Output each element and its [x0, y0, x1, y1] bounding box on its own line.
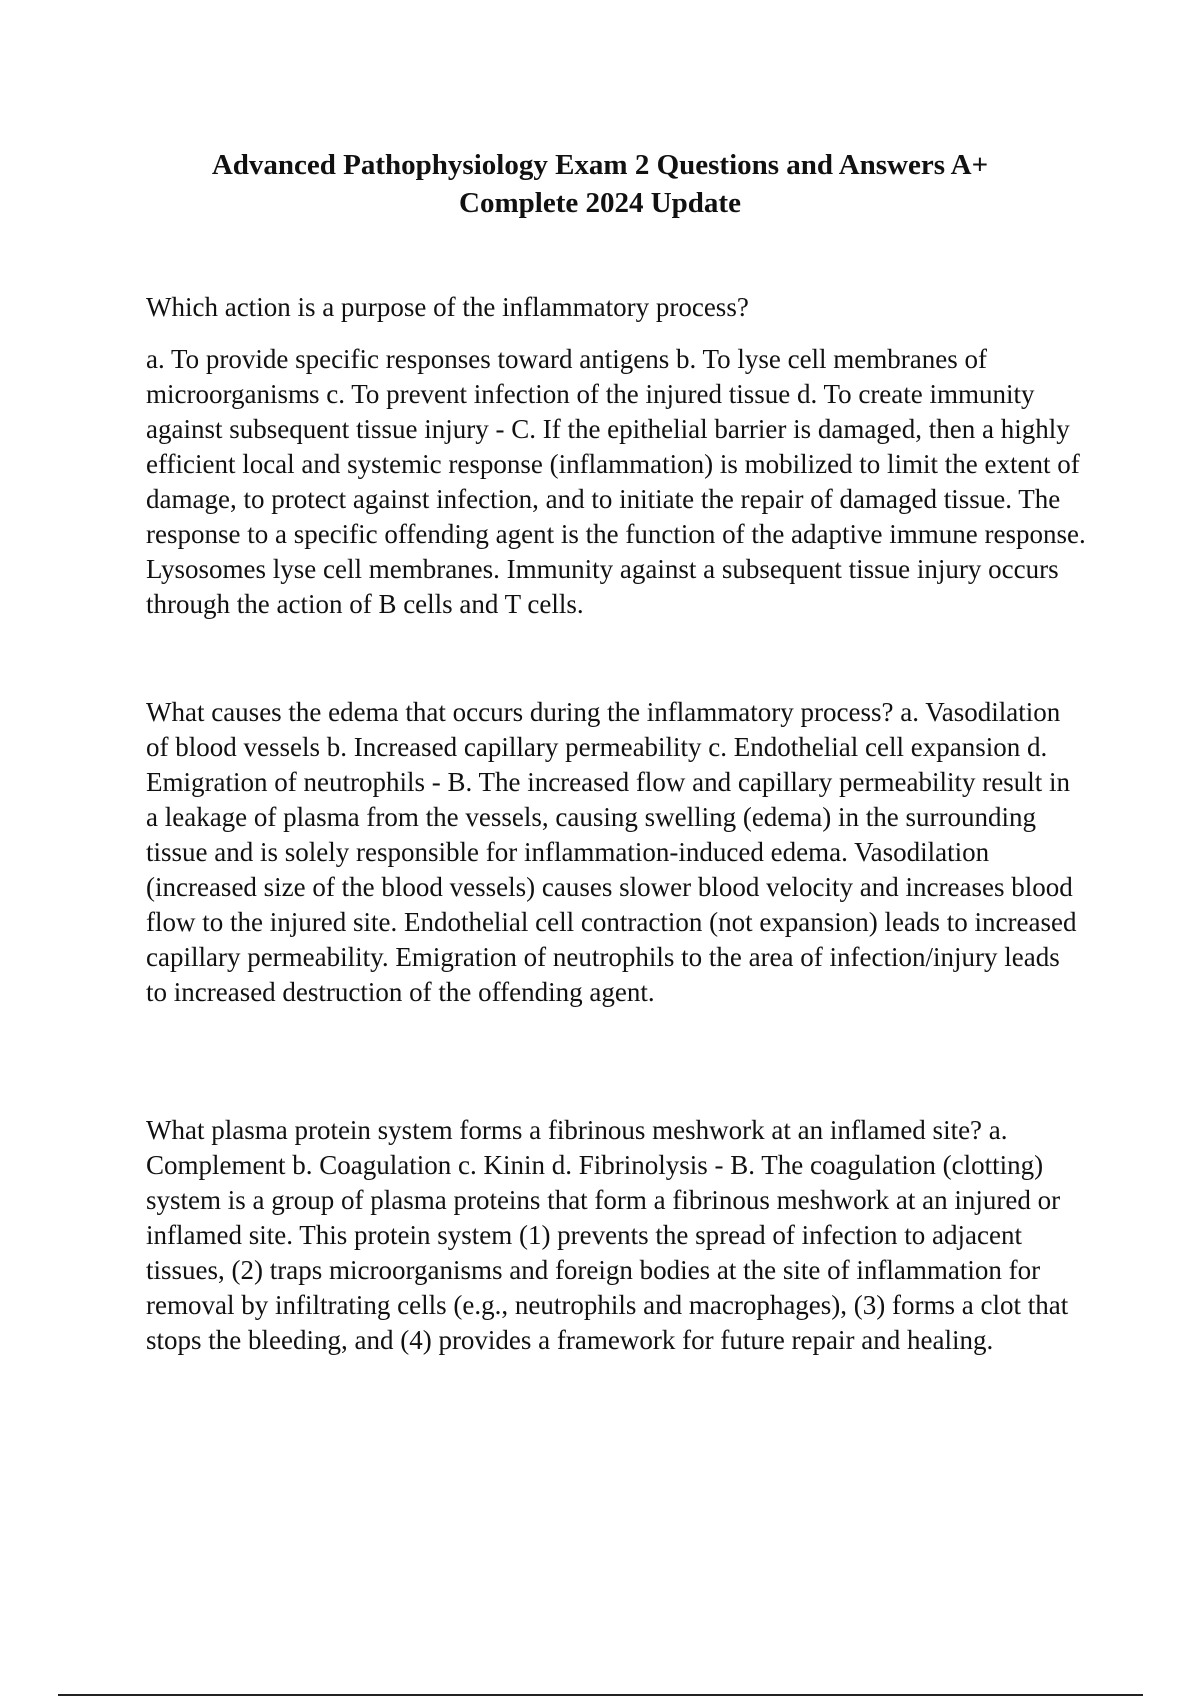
answer-1: a. To provide specific responses toward antigens b. To lyse cell membranes of microorganisms c. To prevent infection of the injured tissue d. To create immunity against subsequent tissue injury - C. If the epithelial barrier is damaged, then a highly efficient local and systemic response (inflammation) is mobilized to limit the extent of damage, to protect against infection, and to initiate the repair of damaged tissue. The response to a specific offending agent is the function of the adaptive immune response. Lysosomes lyse cell membranes. Immunity against a subsequent tissue injury occurs through the action of B cells and T cells. — [146, 344, 1086, 619]
question-answer-3: What plasma protein system forms a fibrinous meshwork at an inflamed site? a. Complement b. Coagulation c. Kinin d. Fibrinolysis - B. The coagulation (clotting) system is a group of plasma proteins that form a fibrinous meshwork at an injured or inflamed site. This protein system (1) prevents the spread of infection to adjacent tissues, (2) traps microorganisms and foreign bodies at the site of inflammation for removal by infiltrating cells (e.g., neutrophils and macrophages), (3) forms a clot that stops the bleeding, and (4) provides a framework for future repair and healing. — [146, 1115, 1069, 1355]
question-answer-2: What causes the edema that occurs during the inflammatory process? a. Vasodilation of blood vessels b. Increased capillary permeability c. Endothelial cell expansion d. Emigration of neutrophils - B. The increased flow and capillary permeability result in a leakage of plasma from the vessels, causing swelling (edema) in the surrounding tissue and is solely responsible for inflammation-induced edema. Vasodilation (increased size of the blood vessels) causes slower blood velocity and increases blood flow to the injured site. Endothelial cell contraction (not expansion) leads to increased capillary permeability. Emigration of neutrophils to the area of infection/injury leads to increased destruction of the offending agent. — [146, 697, 1077, 1007]
question-1: Which action is a purpose of the inflammatory process? — [146, 292, 749, 322]
page-title: Advanced Pathophysiology Exam 2 Questions and Answers A+ Complete 2024 Update — [211, 149, 989, 219]
footer-divider — [58, 1694, 1143, 1696]
